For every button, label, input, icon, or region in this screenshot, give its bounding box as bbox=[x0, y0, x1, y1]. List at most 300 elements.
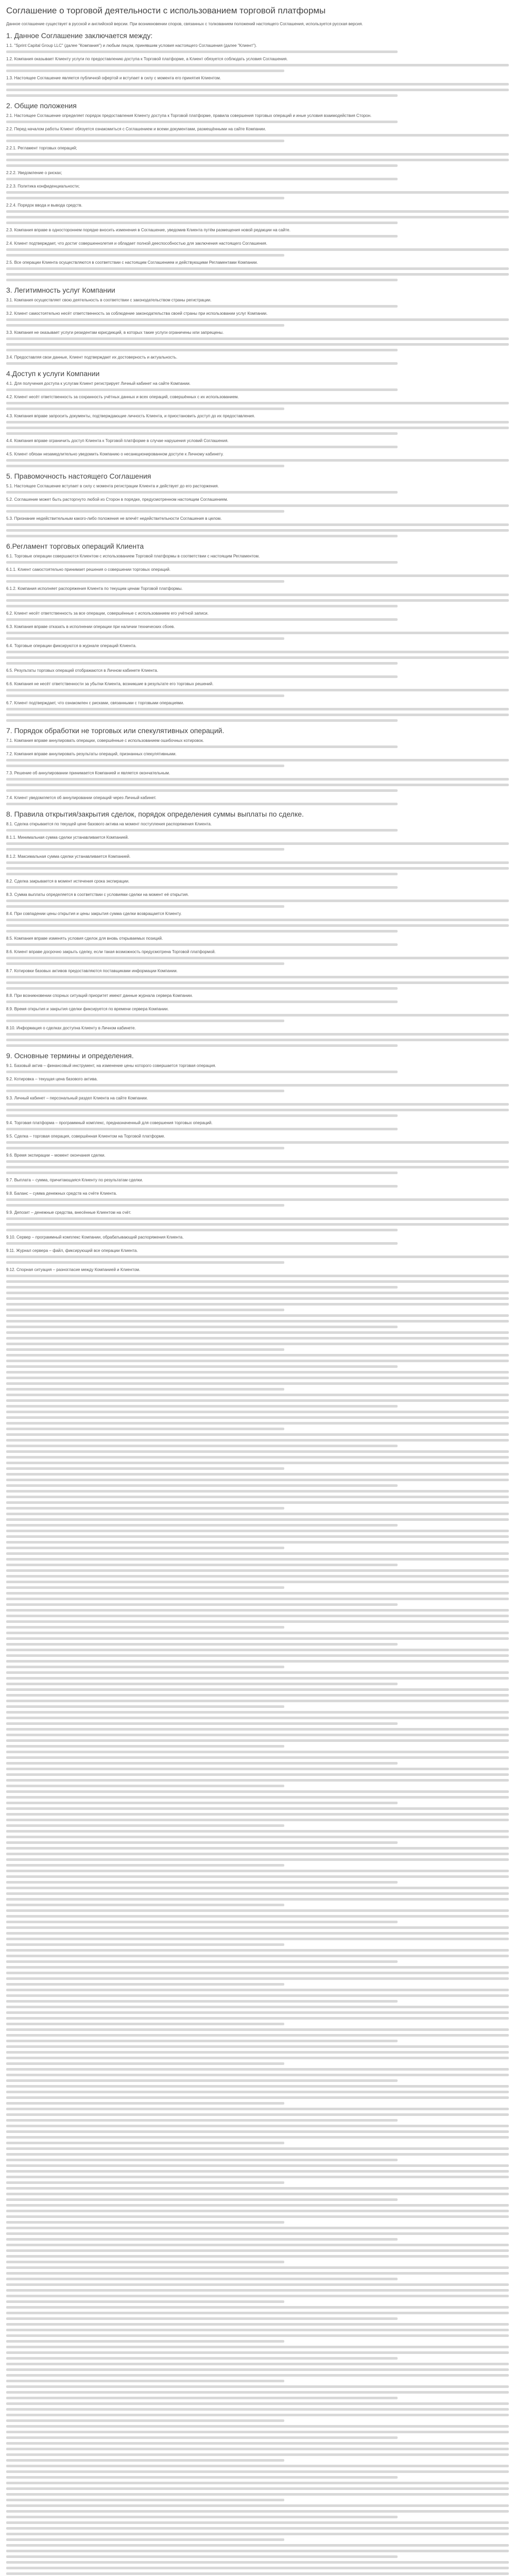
clause-text: 4.5. Клиент обязан незамедлительно уведомить Компанию о несанкционированном доступе к Личному кабинету. bbox=[6, 452, 224, 456]
text-line-placeholder bbox=[6, 2538, 284, 2541]
text-line-placeholder bbox=[6, 362, 398, 365]
text-line-placeholder bbox=[6, 1581, 509, 1583]
text-line-placeholder bbox=[6, 1445, 398, 1447]
text-line-placeholder bbox=[6, 1909, 509, 1912]
text-line-placeholder bbox=[6, 1870, 509, 1872]
text-line-placeholder bbox=[6, 1739, 509, 1742]
text-line-placeholder bbox=[6, 1354, 509, 1357]
text-line-placeholder bbox=[6, 1286, 398, 1289]
text-line-placeholder bbox=[6, 2198, 398, 2201]
text-line-placeholder bbox=[6, 1779, 509, 1782]
clause-text: 2.2.4. Порядок ввода и вывода средств. bbox=[6, 203, 82, 208]
text-line-placeholder bbox=[6, 1666, 284, 1668]
text-line-placeholder bbox=[6, 1938, 509, 1940]
clause-text: 9.8. Баланс – сумма денежных средств на счёте Клиента. bbox=[6, 1191, 117, 1196]
text-line-placeholder bbox=[6, 1949, 509, 1952]
text-line-placeholder bbox=[6, 2414, 509, 2416]
text-line-placeholder bbox=[6, 2289, 509, 2292]
clause-text: 6.5. Результаты торговых операций отображаются в Личном кабинете Клиента. bbox=[6, 668, 159, 673]
text-line-placeholder bbox=[6, 1756, 509, 1759]
text-line-placeholder bbox=[6, 1875, 509, 1878]
page-title: Соглашение о торговой деятельности с использованием торговой платформы bbox=[6, 6, 326, 15]
clause-text: 4.2. Клиент несёт ответственность за сохранность учётных данных и всех операций, совершённых с их использованием. bbox=[6, 395, 239, 399]
text-line-placeholder bbox=[6, 1275, 509, 1277]
text-line-placeholder bbox=[6, 1014, 509, 1016]
text-line-placeholder bbox=[6, 1256, 509, 1258]
text-line-placeholder bbox=[6, 1677, 509, 1680]
clause-text: 8.1.1. Минимальная сумма сделки устанавливается Компанией. bbox=[6, 835, 129, 840]
text-line-placeholder bbox=[6, 1921, 398, 1923]
text-line-placeholder bbox=[6, 1360, 509, 1362]
text-line-placeholder bbox=[6, 1541, 509, 1544]
text-line-placeholder bbox=[6, 1484, 398, 1487]
text-line-placeholder bbox=[6, 1637, 509, 1640]
text-line-placeholder bbox=[6, 267, 509, 270]
text-line-placeholder bbox=[6, 1858, 509, 1861]
text-line-placeholder bbox=[6, 1382, 509, 1385]
text-line-placeholder bbox=[6, 2136, 509, 2139]
clause-text: 8.1.2. Максимальная сумма сделки устанавливается Компанией. bbox=[6, 854, 131, 859]
text-line-placeholder bbox=[6, 2493, 509, 2496]
text-line-placeholder bbox=[6, 1399, 509, 1402]
text-line-placeholder bbox=[6, 1592, 509, 1595]
text-line-placeholder bbox=[6, 1439, 509, 1442]
text-line-placeholder bbox=[6, 848, 284, 851]
text-line-placeholder bbox=[6, 1836, 509, 1838]
text-line-placeholder bbox=[6, 1185, 398, 1188]
text-line-placeholder bbox=[6, 121, 398, 123]
text-line-placeholder bbox=[6, 1734, 509, 1736]
text-line-placeholder bbox=[6, 2521, 509, 2524]
text-line-placeholder bbox=[6, 778, 509, 781]
text-line-placeholder bbox=[6, 2102, 284, 2105]
text-line-placeholder bbox=[6, 1326, 398, 1328]
text-line-placeholder bbox=[6, 1966, 509, 1969]
clause-text: 8.3. Сумма выплаты определяется в соответствии с условиями сделки на момент её открытия. bbox=[6, 892, 189, 897]
text-line-placeholder bbox=[6, 2499, 284, 2501]
text-line-placeholder bbox=[6, 1020, 284, 1022]
text-line-placeholder bbox=[6, 2062, 284, 2065]
clause-text: 2.5. Все операции Клиента осуществляются в соответствии с настоящим Соглашением и действующими Регламентами Компании. bbox=[6, 260, 258, 265]
text-line-placeholder bbox=[6, 2051, 509, 2054]
text-line-placeholder bbox=[6, 905, 284, 908]
text-line-placeholder bbox=[6, 1198, 509, 1201]
clause-text: 3.1. Компания осуществляет свою деятельность в соответствии с законодательством страны регистрации. bbox=[6, 298, 212, 302]
text-line-placeholder bbox=[6, 1711, 509, 1714]
text-line-placeholder bbox=[6, 651, 509, 653]
text-line-placeholder bbox=[6, 1705, 284, 1708]
clause-text: 3.2. Клиент самостоятельно несёт ответственность за соблюдение законодательства своей страны при использовании услуг Компании. bbox=[6, 311, 268, 316]
text-line-placeholder bbox=[6, 1785, 284, 1787]
text-line-placeholder bbox=[6, 2079, 398, 2082]
text-line-placeholder bbox=[6, 2000, 398, 2003]
text-line-placeholder bbox=[6, 2017, 509, 2020]
text-line-placeholder bbox=[6, 2374, 509, 2377]
text-line-placeholder bbox=[6, 2272, 509, 2275]
text-line-placeholder bbox=[6, 2425, 509, 2428]
text-line-placeholder bbox=[6, 1926, 509, 1929]
text-line-placeholder bbox=[6, 2113, 509, 2116]
text-line-placeholder bbox=[6, 222, 398, 224]
text-line-placeholder bbox=[6, 2544, 509, 2547]
text-line-placeholder bbox=[6, 1535, 509, 1538]
text-line-placeholder bbox=[6, 94, 398, 97]
text-line-placeholder bbox=[6, 2096, 509, 2099]
text-line-placeholder bbox=[6, 1847, 509, 1850]
text-line-placeholder bbox=[6, 1802, 398, 1804]
text-line-placeholder bbox=[6, 523, 509, 526]
text-line-placeholder bbox=[6, 1456, 509, 1459]
text-line-placeholder bbox=[6, 2176, 509, 2178]
text-line-placeholder bbox=[6, 529, 509, 532]
clause-text: 7.2. Компания вправе аннулировать результаты операций, признанных спекулятивными. bbox=[6, 752, 177, 756]
text-line-placeholder bbox=[6, 402, 509, 404]
text-line-placeholder bbox=[6, 1297, 509, 1300]
clause-text: 2.2.2. Уведомление о рисках; bbox=[6, 171, 62, 175]
text-line-placeholder bbox=[6, 2312, 509, 2314]
text-line-placeholder bbox=[6, 1428, 284, 1430]
text-line-placeholder bbox=[6, 491, 398, 494]
text-line-placeholder bbox=[6, 2227, 509, 2229]
text-line-placeholder bbox=[6, 446, 398, 448]
text-line-placeholder bbox=[6, 656, 509, 659]
text-line-placeholder bbox=[6, 2408, 509, 2411]
clause-text: 9.7. Выплата – сумма, причитающаяся Клиенту по результатам сделки. bbox=[6, 1178, 143, 1182]
text-line-placeholder bbox=[6, 976, 509, 978]
text-line-placeholder bbox=[6, 2465, 509, 2467]
clause-text: 5.1. Настоящее Соглашение вступает в силу с момента регистрации Клиента и действует до его расторжения. bbox=[6, 484, 219, 488]
text-line-placeholder bbox=[6, 1166, 509, 1168]
clause-text: 2.2. Перед началом работы Клиент обязуется ознакомиться с Соглашением и всеми документами, размещёнными на сайте Компании. bbox=[6, 127, 266, 131]
text-line-placeholder bbox=[6, 1394, 509, 1396]
clause-text: 8.5. Компания вправе изменять условия сделок для вновь открываемых позиций. bbox=[6, 936, 163, 941]
text-line-placeholder bbox=[6, 1960, 398, 1963]
clause-text: 9.10. Сервер – программный комплекс Компании, обрабатывающий распоряжения Клиента. bbox=[6, 1235, 184, 1240]
text-line-placeholder bbox=[6, 708, 509, 710]
text-line-placeholder bbox=[6, 89, 509, 91]
text-line-placeholder bbox=[6, 2085, 509, 2088]
text-line-placeholder bbox=[6, 618, 398, 621]
clause-text: 9.6. Время экспирации – момент окончания сделки. bbox=[6, 1153, 106, 1158]
text-line-placeholder bbox=[6, 1575, 509, 1578]
clause-text: 7.4. Клиент уведомляется об аннулировании операций через Личный кабинет. bbox=[6, 795, 157, 800]
text-line-placeholder bbox=[6, 1292, 509, 1294]
text-line-placeholder bbox=[6, 1824, 284, 1827]
text-line-placeholder bbox=[6, 1955, 509, 1957]
text-line-placeholder bbox=[6, 2278, 398, 2280]
clause-text: 9.2. Котировка – текущая цена базового актива. bbox=[6, 1077, 98, 1081]
text-line-placeholder bbox=[6, 662, 398, 665]
text-line-placeholder bbox=[6, 388, 398, 391]
text-line-placeholder bbox=[6, 2470, 509, 2473]
clause-text: 2.3. Компания вправе в одностороннем порядке вносить изменения в Соглашение, уведомив Клиента путём размещения новой редакции на сайте. bbox=[6, 228, 290, 232]
text-line-placeholder bbox=[6, 719, 398, 722]
text-line-placeholder bbox=[6, 1524, 398, 1527]
text-line-placeholder bbox=[6, 2323, 509, 2326]
text-line-placeholder bbox=[6, 465, 284, 467]
text-line-placeholder bbox=[6, 1388, 284, 1391]
text-line-placeholder bbox=[6, 886, 398, 889]
section-heading: 3. Легитимность услуг Компании bbox=[6, 286, 115, 294]
text-line-placeholder bbox=[6, 408, 284, 410]
text-line-placeholder bbox=[6, 2153, 509, 2156]
text-line-placeholder bbox=[6, 324, 284, 327]
section-heading: 5. Правомочность настоящего Соглашения bbox=[6, 472, 151, 480]
text-line-placeholder bbox=[6, 1649, 509, 1651]
text-line-placeholder bbox=[6, 759, 509, 761]
text-line-placeholder bbox=[6, 510, 284, 513]
clause-text: 3.3. Компания не оказывает услуги резидентам юрисдикций, в которых такие услуги ограничены или запрещены. bbox=[6, 330, 224, 335]
text-line-placeholder bbox=[6, 1242, 398, 1245]
text-line-placeholder bbox=[6, 153, 509, 156]
text-line-placeholder bbox=[6, 2108, 509, 2110]
text-line-placeholder bbox=[6, 1496, 509, 1498]
text-line-placeholder bbox=[6, 1688, 509, 1691]
text-line-placeholder bbox=[6, 305, 398, 308]
text-line-placeholder bbox=[6, 1084, 509, 1087]
text-line-placeholder bbox=[6, 2204, 509, 2207]
text-line-placeholder bbox=[6, 1109, 509, 1111]
document-body-filler bbox=[6, 1292, 509, 2576]
text-line-placeholder bbox=[6, 64, 509, 66]
text-line-placeholder bbox=[6, 2147, 509, 2150]
text-line-placeholder bbox=[6, 1598, 509, 1600]
text-line-placeholder bbox=[6, 694, 284, 697]
text-line-placeholder bbox=[6, 1700, 509, 1702]
text-line-placeholder bbox=[6, 2170, 509, 2173]
text-line-placeholder bbox=[6, 2567, 509, 2569]
text-line-placeholder bbox=[6, 2300, 284, 2303]
text-line-placeholder bbox=[6, 1841, 398, 1844]
text-line-placeholder bbox=[6, 2402, 509, 2405]
text-line-placeholder bbox=[6, 2034, 509, 2037]
text-line-placeholder bbox=[6, 2436, 398, 2439]
clause-text: 7.3. Решение об аннулировании принимается Компанией и является окончательным. bbox=[6, 771, 170, 775]
text-line-placeholder bbox=[6, 943, 398, 946]
text-line-placeholder bbox=[6, 1972, 509, 1974]
text-line-placeholder bbox=[6, 254, 284, 257]
text-line-placeholder bbox=[6, 2346, 509, 2348]
section-heading: 6.Регламент торговых операций Клиента bbox=[6, 542, 144, 550]
text-line-placeholder bbox=[6, 2453, 509, 2456]
text-line-placeholder bbox=[6, 2091, 509, 2093]
text-line-placeholder bbox=[6, 1309, 284, 1311]
text-line-placeholder bbox=[6, 1620, 509, 1623]
text-line-placeholder bbox=[6, 784, 509, 786]
text-line-placeholder bbox=[6, 2555, 398, 2558]
text-line-placeholder bbox=[6, 2516, 398, 2518]
text-line-placeholder bbox=[6, 1819, 509, 1821]
text-line-placeholder bbox=[6, 1377, 509, 1379]
section-heading: 4.Доступ к услуги Компании bbox=[6, 369, 100, 378]
text-line-placeholder bbox=[6, 957, 509, 959]
text-line-placeholder bbox=[6, 2533, 509, 2535]
text-line-placeholder bbox=[6, 210, 509, 213]
text-line-placeholder bbox=[6, 924, 509, 927]
text-line-placeholder bbox=[6, 1722, 398, 1725]
text-line-placeholder bbox=[6, 1864, 284, 1867]
text-line-placeholder bbox=[6, 50, 398, 53]
text-line-placeholder bbox=[6, 2221, 284, 2224]
text-line-placeholder bbox=[6, 1280, 509, 1283]
text-line-placeholder bbox=[6, 803, 398, 805]
text-line-placeholder bbox=[6, 745, 398, 748]
text-line-placeholder bbox=[6, 1989, 509, 1991]
text-line-placeholder bbox=[6, 421, 509, 423]
text-line-placeholder bbox=[6, 164, 398, 167]
text-line-placeholder bbox=[6, 2040, 398, 2042]
text-line-placeholder bbox=[6, 987, 398, 990]
text-line-placeholder bbox=[6, 2181, 284, 2184]
text-line-placeholder bbox=[6, 504, 509, 507]
text-line-placeholder bbox=[6, 599, 509, 602]
text-line-placeholder bbox=[6, 2215, 509, 2218]
text-line-placeholder bbox=[6, 159, 509, 161]
text-line-placeholder bbox=[6, 1223, 509, 1226]
clause-text: 2.2.3. Политика конфиденциальности; bbox=[6, 184, 80, 189]
text-line-placeholder bbox=[6, 2363, 509, 2365]
text-line-placeholder bbox=[6, 2385, 509, 2388]
text-line-placeholder bbox=[6, 535, 398, 537]
text-line-placeholder bbox=[6, 1141, 509, 1144]
text-line-placeholder bbox=[6, 1365, 398, 1368]
text-line-placeholder bbox=[6, 962, 284, 965]
text-line-placeholder bbox=[6, 605, 398, 607]
text-line-placeholder bbox=[6, 1751, 509, 1753]
clause-text: 9.9. Депозит – денежные средства, внесённые Клиентом на счёт. bbox=[6, 1210, 131, 1215]
text-line-placeholder bbox=[6, 1343, 509, 1345]
text-line-placeholder bbox=[6, 1128, 398, 1130]
text-line-placeholder bbox=[6, 1405, 398, 1408]
text-line-placeholder bbox=[6, 279, 398, 281]
text-line-placeholder bbox=[6, 1994, 509, 1997]
text-line-placeholder bbox=[6, 1518, 509, 1521]
text-line-placeholder bbox=[6, 1915, 509, 1918]
clause-text: 5.2. Соглашение может быть расторгнуто любой из Сторон в порядке, предусмотренном настоящим Соглашением. bbox=[6, 497, 228, 502]
text-line-placeholder bbox=[6, 1479, 509, 1481]
text-line-placeholder bbox=[6, 1103, 509, 1106]
text-line-placeholder bbox=[6, 140, 284, 142]
text-line-placeholder bbox=[6, 2130, 509, 2133]
text-line-placeholder bbox=[6, 2504, 509, 2507]
text-line-placeholder bbox=[6, 1547, 284, 1549]
text-line-placeholder bbox=[6, 2397, 398, 2399]
text-line-placeholder bbox=[6, 1552, 509, 1555]
clause-text: 1.3. Настоящее Соглашение является публичной офертой и вступает в силу с момента его принятия Клиентом. bbox=[6, 76, 221, 80]
text-line-placeholder bbox=[6, 1807, 509, 1810]
text-line-placeholder bbox=[6, 561, 398, 564]
text-line-placeholder bbox=[6, 1887, 509, 1889]
text-line-placeholder bbox=[6, 1892, 509, 1895]
text-line-placeholder bbox=[6, 2266, 509, 2269]
text-line-placeholder bbox=[6, 134, 509, 137]
text-line-placeholder bbox=[6, 2317, 398, 2320]
text-line-placeholder bbox=[6, 1331, 509, 1334]
clause-text: 4.4. Компания вправе ограничить доступ Клиента к Торговой платформе в случае нарушения условий Соглашения. bbox=[6, 438, 229, 443]
text-line-placeholder bbox=[6, 689, 509, 691]
text-line-placeholder bbox=[6, 1229, 398, 1231]
text-line-placeholder bbox=[6, 1609, 509, 1612]
text-line-placeholder bbox=[6, 1796, 509, 1799]
clause-text: 3.4. Предоставляя свои данные, Клиент подтверждает их достоверность и актуальность. bbox=[6, 355, 178, 360]
text-line-placeholder bbox=[6, 432, 398, 435]
text-line-placeholder bbox=[6, 2057, 509, 2059]
text-line-placeholder bbox=[6, 1204, 284, 1207]
text-line-placeholder bbox=[6, 1813, 509, 1816]
text-line-placeholder bbox=[6, 1473, 509, 1476]
clause-text: 9.12. Спорная ситуация – разногласие между Компанией и Клиентом. bbox=[6, 1267, 141, 1272]
clause-text: 6.4. Торговые операции фиксируются в журнале операций Клиента. bbox=[6, 643, 137, 648]
text-line-placeholder bbox=[6, 2159, 398, 2161]
text-line-placeholder bbox=[6, 2164, 509, 2167]
intro-text: Данное соглашение существует в русской и английской версии. При возникновении споров, связанных с толкованием положений настоящего Соглашения, используется русская версия. bbox=[6, 22, 363, 26]
clause-text: 7.1. Компания вправе аннулировать операции, совершённые с использованием ошибочных котировок. bbox=[6, 738, 204, 743]
text-line-placeholder bbox=[6, 1160, 509, 1163]
text-line-placeholder bbox=[6, 2006, 509, 2008]
text-line-placeholder bbox=[6, 318, 509, 321]
text-line-placeholder bbox=[6, 594, 509, 596]
text-line-placeholder bbox=[6, 2329, 509, 2331]
text-line-placeholder bbox=[6, 2068, 509, 2071]
text-line-placeholder bbox=[6, 861, 509, 864]
text-line-placeholder bbox=[6, 2340, 284, 2343]
text-line-placeholder bbox=[6, 1314, 509, 1317]
clause-text: 1.2. Компания оказывает Клиенту услуги по предоставлению доступа к Торговой платформе, а Клиент обязуется соблюдать условия Соглашения. bbox=[6, 57, 288, 61]
text-line-placeholder bbox=[6, 2011, 509, 2014]
text-line-placeholder bbox=[6, 1643, 398, 1646]
text-line-placeholder bbox=[6, 1450, 509, 1453]
text-line-placeholder bbox=[6, 1320, 509, 1323]
text-line-placeholder bbox=[6, 1114, 398, 1117]
text-line-placeholder bbox=[6, 2023, 284, 2025]
text-line-placeholder bbox=[6, 714, 509, 716]
text-line-placeholder bbox=[6, 1586, 284, 1589]
text-line-placeholder bbox=[6, 1983, 284, 1986]
text-line-placeholder bbox=[6, 842, 509, 845]
text-line-placeholder bbox=[6, 1728, 509, 1731]
text-line-placeholder bbox=[6, 1830, 509, 1833]
text-line-placeholder bbox=[6, 2550, 509, 2552]
text-line-placeholder bbox=[6, 1172, 398, 1174]
clause-text: 6.6. Компания не несёт ответственности за убытки Клиента, возникшие в результате его торговых решений. bbox=[6, 682, 214, 686]
text-line-placeholder bbox=[6, 1790, 509, 1793]
clause-text: 2.4. Клиент подтверждает, что достиг совершеннолетия и обладает полной дееспособностью для заключения настоящего Соглашения. bbox=[6, 241, 267, 246]
text-line-placeholder bbox=[6, 2572, 509, 2575]
text-line-placeholder bbox=[6, 2482, 509, 2484]
clause-text: 1.1. "Sprint Capital Group LLC" (далее "Компания") и любым лицом, принявшим условия настоящего Соглашения (далее "Клиент"). bbox=[6, 43, 257, 48]
section-heading: 7. Порядок обработки не торговых или спекулятивных операций. bbox=[6, 726, 225, 735]
clause-text: 9.4. Торговая платформа – программный комплекс, предназначенный для совершения торговых операций. bbox=[6, 1121, 213, 1125]
text-line-placeholder bbox=[6, 1033, 509, 1036]
text-line-placeholder bbox=[6, 2187, 509, 2190]
text-line-placeholder bbox=[6, 2476, 398, 2479]
text-line-placeholder bbox=[6, 1558, 509, 1561]
text-line-placeholder bbox=[6, 2368, 509, 2371]
text-line-placeholder bbox=[6, 2527, 509, 2530]
text-line-placeholder bbox=[6, 2442, 509, 2445]
text-line-placeholder bbox=[6, 1039, 509, 1041]
text-line-placeholder bbox=[6, 2244, 509, 2246]
text-line-placeholder bbox=[6, 1303, 509, 1306]
text-line-placeholder bbox=[6, 83, 509, 86]
text-line-placeholder bbox=[6, 1717, 509, 1719]
text-line-placeholder bbox=[6, 343, 509, 346]
text-line-placeholder bbox=[6, 981, 509, 984]
text-line-placeholder bbox=[6, 1371, 509, 1374]
text-line-placeholder bbox=[6, 919, 509, 921]
section-heading: 2. Общие положения bbox=[6, 101, 77, 110]
clause-text: 8.10. Информация о сделках доступна Клиенту в Личном кабинете. bbox=[6, 1026, 136, 1030]
